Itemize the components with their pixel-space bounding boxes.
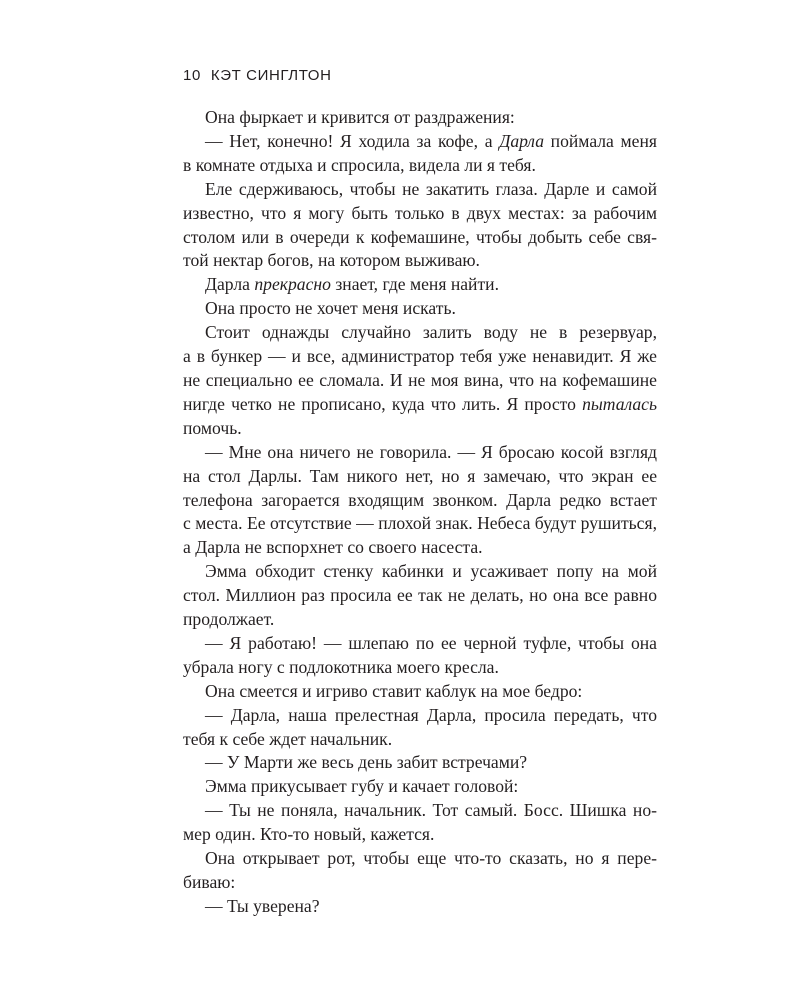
text-line: — Ты не поняла, начальник. Тот самый. Босс. Шишка но- [205, 800, 657, 821]
text-line: биваю: [183, 872, 236, 892]
text-line: а в бункер — и все, администратор тебя уже ненавидит. Я же [183, 346, 657, 367]
italic-text: прекрасно [254, 274, 331, 295]
text-line: Она смеется и игриво ставит каблук на мое бедро: [205, 680, 583, 701]
body-text [183, 106, 657, 919]
text-line: стол. Миллион раз просила ее так не делать, но она все равно [183, 585, 657, 606]
text-line: известно, что я могу быть только в двух местах: за рабочим [183, 202, 657, 223]
page-number: 10 [183, 67, 201, 84]
text-line: а Дарла не вспорхнет со своего насеста. [183, 537, 483, 558]
italic-text: пыталась [582, 393, 657, 414]
running-header-author: КЭТ СИНГЛТОН [210, 67, 332, 84]
text-line: в комнате отдыха и спросила, видела ли я тебя. [183, 154, 536, 175]
text-line: — Мне она ничего не говорила. — Я бросаю косой взгляд [205, 441, 657, 462]
text-line: нигде четко не прописано, куда что лить. Я просто пыталась [183, 393, 657, 414]
text-line: убрала ногу с подлокотника моего кресла. [183, 656, 499, 677]
text-line: столом или в очереди к кофемашине, чтобы добыть себе свя- [183, 226, 657, 247]
text-line: тебя к себе ждет начальник. [183, 728, 393, 749]
text-line: Она просто не хочет меня искать. [205, 298, 456, 319]
text-line: Она открывает рот, чтобы еще что-то сказать, но я пере- [205, 848, 657, 869]
text-line: — Нет, конечно! Я ходила за кофе, а Дарла поймала меня [205, 130, 657, 151]
italic-text: Дарла [499, 130, 544, 151]
text-line: не специально ее сломала. И не моя вина, что на кофемашине [183, 369, 657, 390]
running-header [183, 67, 332, 84]
text-line: — Я работаю! — шлепаю по ее черной туфле, чтобы она [205, 632, 657, 653]
text-line: — Ты уверена? [205, 895, 320, 916]
text-line: Дарла прекрасно знает, где меня найти. [205, 274, 499, 295]
text-line: мер один. Кто-то новый, кажется. [183, 824, 435, 845]
text-line: продолжает. [183, 609, 275, 630]
text-line: Эмма прикусывает губу и качает головой: [205, 776, 519, 797]
text-line: Еле сдерживаюсь, чтобы не закатить глаза. Дарле и самой [205, 178, 657, 199]
text-line: той нектар богов, на котором выживаю. [183, 250, 480, 271]
text-line: с места. Ее отсутствие — плохой знак. Небеса будут рушиться, [183, 513, 657, 534]
text-line: помочь. [183, 417, 242, 438]
text-line: Она фыркает и кривится от раздражения: [205, 107, 515, 127]
text-line: — Дарла, наша прелестная Дарла, просила передать, что [205, 704, 657, 725]
text-line: на стол Дарлы. Там никого нет, но я замечаю, что экран ее [183, 465, 657, 486]
text-line: — У Марти же весь день забит встречами? [205, 752, 528, 773]
text-line: телефона загорается входящим звонком. Дарла редко встает [183, 489, 657, 510]
text-line: Стоит однажды случайно залить воду не в резервуар, [205, 322, 657, 343]
text-line: Эмма обходит стенку кабинки и усаживает попу на мой [205, 561, 657, 582]
